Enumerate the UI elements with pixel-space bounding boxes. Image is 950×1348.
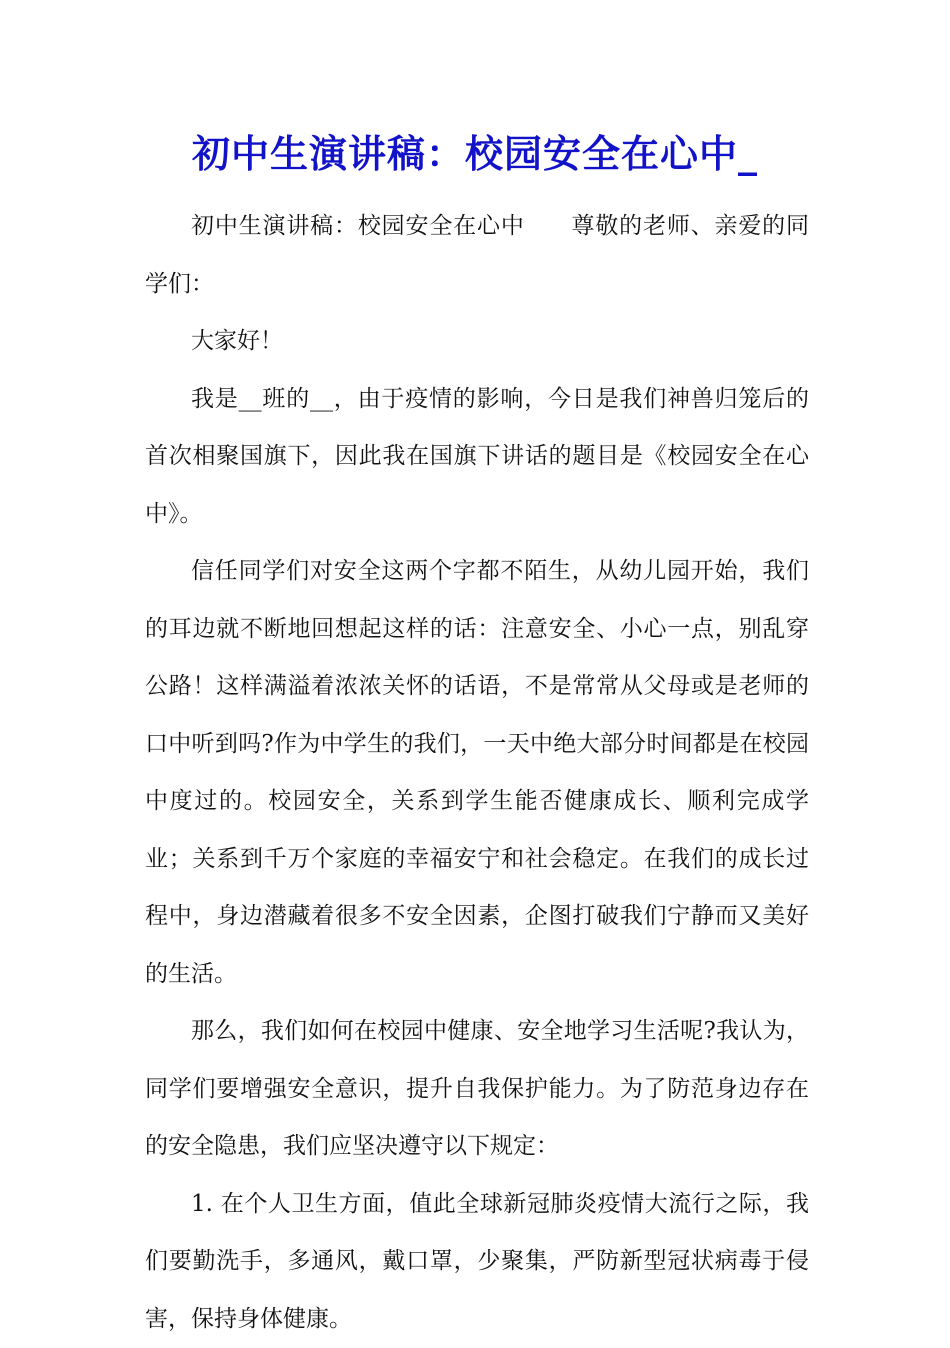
speech-heading: 初中生演讲稿：校园安全在心中: [191, 213, 525, 239]
intro-paragraph: 我是__班的__，由于疫情的影响，今日是我们神兽归笼后的首次相聚国旗下，因此我在国旗下讲话的题目是《校园安全在心中》。: [145, 371, 809, 544]
document-body: [145, 198, 809, 1348]
salutation: 尊敬的老师、亲爱的同学们：: [145, 213, 809, 297]
greeting-paragraph: 大家好！: [145, 313, 809, 371]
safety-awareness-paragraph: 信任同学们对安全这两个字都不陌生，从幼儿园开始，我们的耳边就不断地回想起这样的话：注意安全、小心一点，别乱穿公路！这样满溢着浓浓关怀的话语，不是常常从父母或是老师的口中听到吗?作为中学生的我们，一天中绝大部分时间都是在校园中度过的。校园安全，关系到学生能否健康成长、顺利完成学业；关系到千万个家庭的幸福安宁和社会稳定。在我们的成长过程中，身边潜藏着很多不安全因素，企图打破我们宁静而又美好的生活。: [145, 543, 809, 1003]
document-title: 初中生演讲稿：校园安全在心中_: [0, 128, 950, 180]
question-paragraph: 那么，我们如何在校园中健康、安全地学习生活呢?我认为，同学们要增强安全意识，提升自我保护能力。为了防范身边存在的安全隐患，我们应坚决遵守以下规定：: [145, 1003, 809, 1176]
opening-paragraph: [145, 198, 809, 313]
rule-1-paragraph: 1. 在个人卫生方面，值此全球新冠肺炎疫情大流行之际，我们要勤洗手，多通风，戴口罩，少聚集，严防新型冠状病毒于侵害，保持身体健康。: [145, 1176, 809, 1348]
